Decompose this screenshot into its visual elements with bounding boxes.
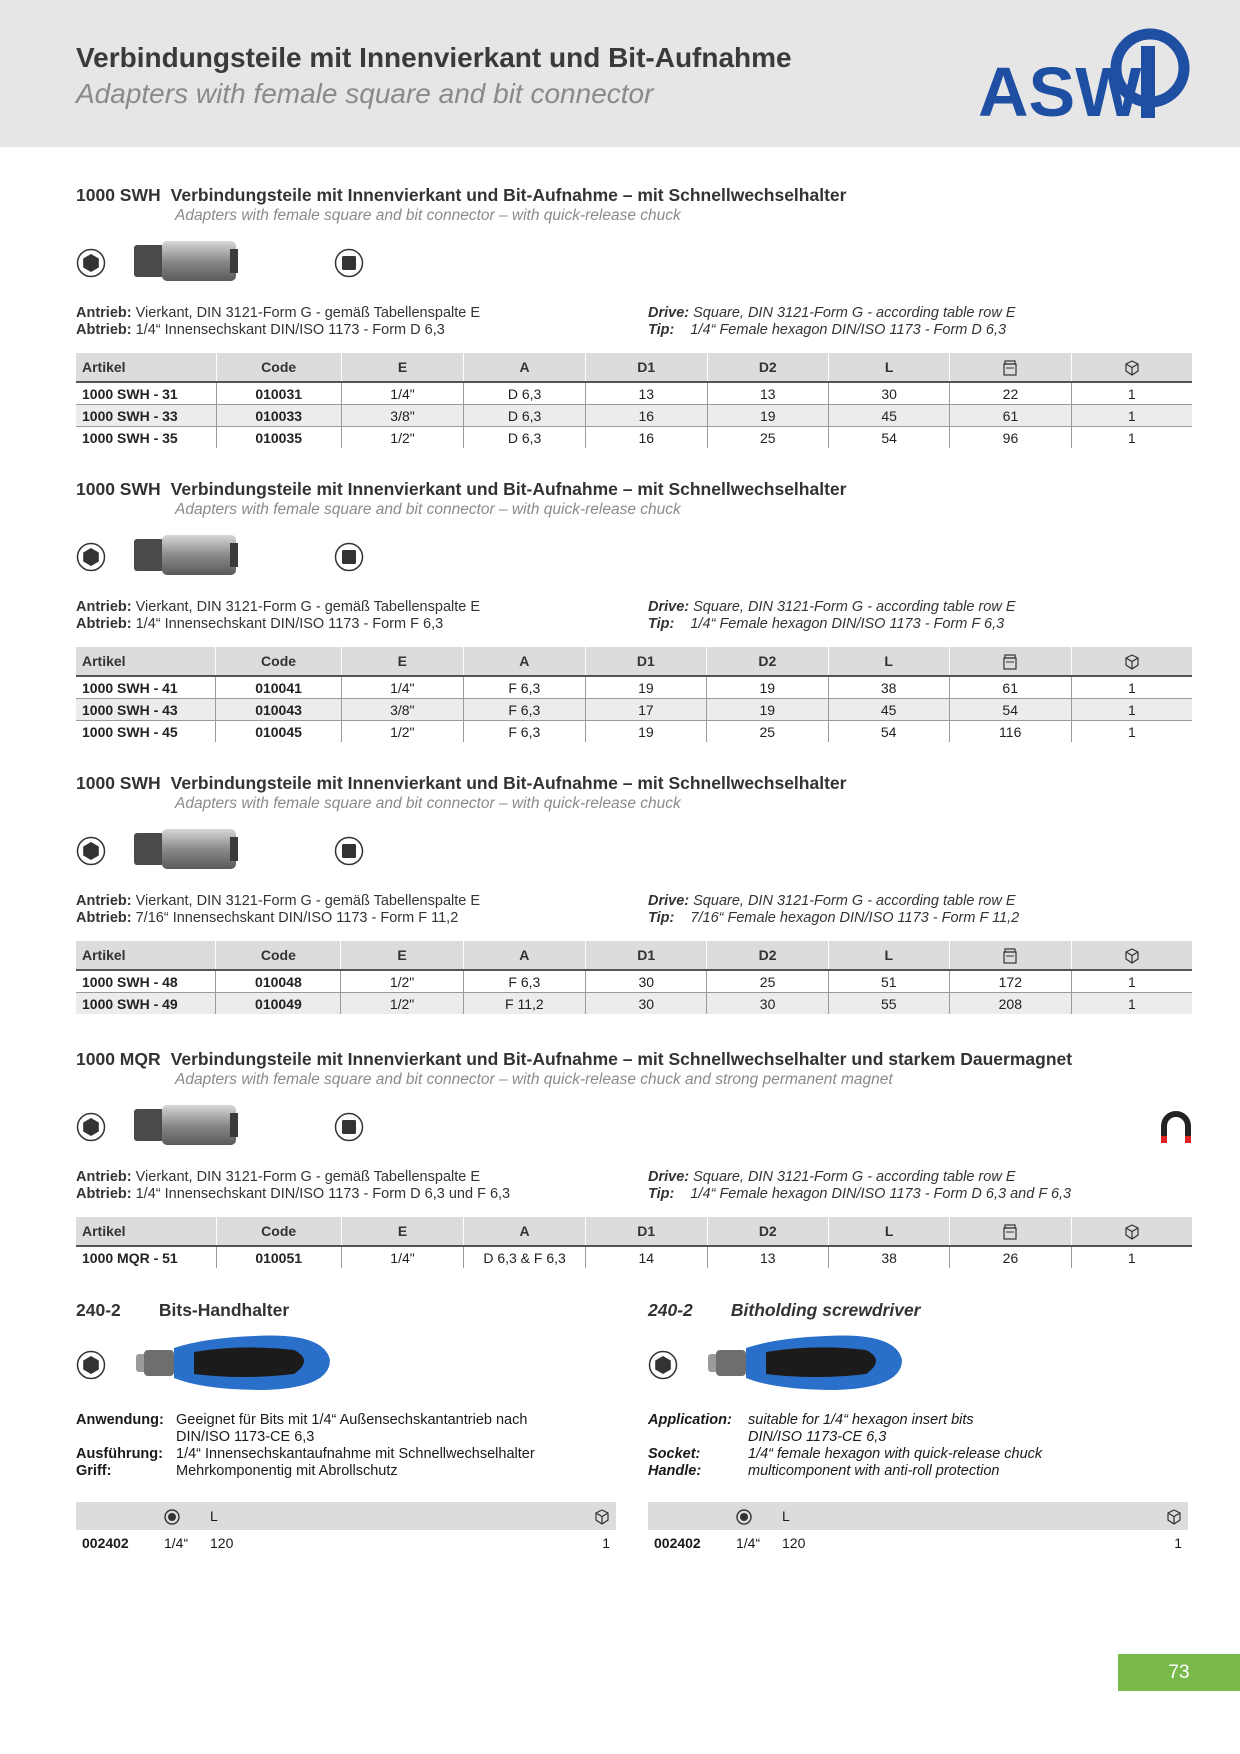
square-socket-icon (334, 248, 364, 278)
square-socket-icon (334, 1112, 364, 1142)
table-cell: 1/2" (341, 721, 463, 743)
bits-desc-row: DIN/ISO 1173-CE 6,3 (748, 1429, 887, 1445)
table-cell: D 6,3 (464, 427, 586, 449)
table-cell: 26 (950, 1246, 1071, 1268)
col-l: L (776, 1502, 1006, 1530)
table-cell: 17 (585, 699, 706, 721)
product-section (76, 773, 1192, 1014)
bits-code: 240-2 (76, 1300, 121, 1320)
table-cell: F 6,3 (463, 699, 585, 721)
product-table (76, 353, 1192, 448)
table-cell: 19 (585, 721, 706, 743)
weight-icon (1002, 1224, 1018, 1240)
square-socket-icon (334, 542, 364, 572)
section-title: Verbindungsteile mit Innenvierkant und Bit-Aufnahme – mit Schnellwechselhalter (170, 773, 847, 793)
page-subtitle: Adapters with female square and bit connector (76, 78, 654, 109)
col-header: Artikel (76, 1217, 216, 1246)
section-code: 1000 SWH (76, 479, 161, 499)
table-cell: 1000 SWH - 45 (76, 721, 216, 743)
col-header: D2 (707, 941, 828, 970)
col-header: Artikel (76, 647, 216, 676)
table-cell: D 6,3 & F 6,3 (464, 1246, 586, 1268)
table-cell: 1000 SWH - 35 (76, 427, 216, 449)
table-cell: 010051 (216, 1246, 341, 1268)
desc-de: Antrieb: Vierkant, DIN 3121-Form G - gemäß Tabellenspalte E Abtrieb: 1/4“ Innensechskant DIN/ISO 1173 - Form F 6,3 (76, 599, 481, 632)
magnet-icon (1160, 1110, 1192, 1144)
table-cell: 54 (829, 427, 950, 449)
table-cell: 1 (1071, 1246, 1192, 1268)
desc-de: Antrieb: Vierkant, DIN 3121-Form G - gemäß Tabellenspalte E Abtrieb: 7/16“ Innensechskant DIN/ISO 1173 - Form F 11,2 (76, 893, 481, 926)
col-header: D2 (707, 353, 829, 382)
table-cell: D 6,3 (464, 405, 586, 427)
table-cell: 38 (829, 1246, 950, 1268)
table-cell: 61 (949, 676, 1071, 699)
col-header: E (341, 941, 463, 970)
table-cell: 3/8" (341, 405, 463, 427)
hex-socket-icon (76, 1112, 106, 1142)
col-header: D1 (585, 353, 707, 382)
table-cell: 1 (1071, 721, 1192, 743)
col-header: Code (216, 647, 341, 676)
table-cell: 25 (707, 970, 828, 993)
table-cell: 010049 (216, 993, 341, 1015)
col-header: Code (216, 1217, 341, 1246)
hex-socket-icon (76, 248, 106, 278)
page-header (0, 0, 1240, 147)
adapter-photo (134, 531, 240, 577)
section-code: 1000 MQR (76, 1049, 161, 1069)
table-cell: 45 (828, 699, 949, 721)
table-cell: 1 (1071, 970, 1192, 993)
table-cell: 1/2" (341, 970, 463, 993)
table-cell: 1/2" (341, 993, 463, 1015)
desc-en: Drive: Square, DIN 3121-Form G - according table row E Tip: 1/4“ Female hexagon DIN/ISO 1173 - Form D 6,3 (648, 305, 1016, 338)
bits-size-cell: 1/4“ (164, 1535, 189, 1551)
col-header: Artikel (76, 941, 216, 970)
table-cell: 1000 SWH - 48 (76, 970, 216, 993)
square-socket-icon (334, 836, 364, 866)
table-cell: 1000 SWH - 49 (76, 993, 216, 1015)
bits-desc-row: Handle: multicomponent with anti-roll protection (648, 1463, 1000, 1479)
package-icon (1124, 948, 1140, 964)
col-l: L (204, 1502, 434, 1530)
col-header: Code (216, 941, 341, 970)
col-header: D1 (585, 1217, 707, 1246)
table-cell: 010031 (216, 382, 341, 405)
product-section (76, 1049, 1192, 1268)
bits-code: 240-2 (648, 1300, 693, 1320)
radio-icon (164, 1509, 180, 1525)
section-title: Verbindungsteile mit Innenvierkant und Bit-Aufnahme – mit Schnellwechselhalter und starkem Dauermagnet (170, 1049, 1073, 1069)
desc-en: Drive: Square, DIN 3121-Form G - according table row E Tip: 7/16“ Female hexagon DIN/ISO 1173 - Form F 11,2 (648, 893, 1020, 926)
table-cell: F 6,3 (463, 676, 585, 699)
product-section (76, 185, 1192, 448)
section-subtitle: Adapters with female square and bit connector – with quick-release chuck (175, 501, 681, 518)
weight-icon (1002, 654, 1018, 670)
table-cell: 172 (949, 970, 1071, 993)
table-cell: 116 (949, 721, 1071, 743)
table-cell: 1 (1071, 676, 1192, 699)
product-table (76, 647, 1192, 742)
section-title: Verbindungsteile mit Innenvierkant und Bit-Aufnahme – mit Schnellwechselhalter (170, 479, 847, 499)
section-subtitle: Adapters with female square and bit connector – with quick-release chuck and strong permanent magnet (175, 1071, 893, 1088)
table-cell: 54 (828, 721, 949, 743)
bits-title: Bitholding screwdriver (730, 1300, 921, 1320)
desc-en: Drive: Square, DIN 3121-Form G - according table row E Tip: 1/4“ Female hexagon DIN/ISO 1173 - Form D 6,3 and F 6,3 (648, 1169, 1072, 1202)
table-cell: 25 (707, 427, 829, 449)
table-cell: 1/4" (341, 1246, 463, 1268)
table-cell: 1/2" (341, 427, 463, 449)
adapter-photo (134, 825, 240, 871)
table-cell: 30 (586, 993, 707, 1015)
table-cell: 19 (707, 405, 829, 427)
product-table (76, 941, 1192, 1014)
table-cell: 13 (707, 1246, 829, 1268)
col-header: L (829, 1217, 950, 1246)
table-cell: 38 (828, 676, 949, 699)
table-cell: 16 (585, 405, 707, 427)
package-icon (1124, 654, 1140, 670)
table-cell: 1 (1071, 382, 1192, 405)
col-header: A (463, 941, 585, 970)
page-number: 73 (1118, 1654, 1240, 1691)
table-cell: 30 (707, 993, 828, 1015)
table-row (76, 970, 1192, 993)
section-subtitle: Adapters with female square and bit connector – with quick-release chuck (175, 795, 681, 812)
screwdriver-photo (134, 1330, 334, 1394)
table-cell: 010041 (216, 676, 341, 699)
table-cell: 1/4" (341, 676, 463, 699)
table-cell: 25 (707, 721, 828, 743)
radio-icon (736, 1509, 752, 1525)
table-cell: 010045 (216, 721, 341, 743)
section-title: Verbindungsteile mit Innenvierkant und Bit-Aufnahme – mit Schnellwechselhalter (170, 185, 847, 205)
table-cell: 19 (707, 699, 828, 721)
table-cell: 208 (949, 993, 1071, 1015)
table-cell: 54 (949, 699, 1071, 721)
table-cell: 55 (828, 993, 949, 1015)
col-header: E (341, 1217, 463, 1246)
table-cell: 45 (829, 405, 950, 427)
product-section (76, 479, 1192, 742)
table-cell: 13 (585, 382, 707, 405)
table-cell: 1/4" (341, 382, 463, 405)
weight-icon (1002, 948, 1018, 964)
bits-desc-row: Anwendung: Geeignet für Bits mit 1/4“ Außensechskantantrieb nach (76, 1412, 528, 1428)
bits-length-cell: 120 (782, 1535, 806, 1551)
table-cell: 1 (1071, 427, 1192, 449)
bits-title: Bits-Handhalter (158, 1300, 290, 1320)
col-header: A (464, 353, 586, 382)
bits-qty-cell: 1 (1174, 1535, 1182, 1551)
table-cell: F 6,3 (463, 970, 585, 993)
col-header: Code (216, 353, 341, 382)
table-row (76, 382, 1192, 405)
table-cell: 1000 MQR - 51 (76, 1246, 216, 1268)
col-header: D2 (707, 1217, 829, 1246)
bits-code-cell: 002402 (82, 1535, 129, 1551)
table-row (76, 699, 1192, 721)
table-cell: 13 (707, 382, 829, 405)
table-cell: F 11,2 (463, 993, 585, 1015)
bits-qty-cell: 1 (602, 1535, 610, 1551)
col-header: A (464, 1217, 586, 1246)
col-header: L (829, 353, 950, 382)
table-cell: 16 (585, 427, 707, 449)
table-cell: 1000 SWH - 31 (76, 382, 216, 405)
adapter-photo (134, 237, 240, 283)
table-cell: 010033 (216, 405, 341, 427)
table-cell: 30 (829, 382, 950, 405)
bits-desc-row: DIN/ISO 1173-CE 6,3 (176, 1429, 315, 1445)
hex-socket-icon (76, 836, 106, 866)
table-row (76, 721, 1192, 743)
bits-table-de (76, 1502, 616, 1556)
table-cell: F 6,3 (463, 721, 585, 743)
weight-icon (1002, 360, 1018, 376)
table-cell: 1000 SWH - 41 (76, 676, 216, 699)
col-header: A (463, 647, 585, 676)
col-header: D2 (707, 647, 828, 676)
desc-en: Drive: Square, DIN 3121-Form G - according table row E Tip: 1/4“ Female hexagon DIN/ISO 1173 - Form F 6,3 (648, 599, 1016, 632)
table-cell: 30 (586, 970, 707, 993)
table-cell: 51 (828, 970, 949, 993)
bits-size-cell: 1/4“ (736, 1535, 761, 1551)
product-table (76, 1217, 1192, 1268)
table-row (76, 405, 1192, 427)
hex-socket-icon (76, 1350, 106, 1380)
bits-section-de (76, 1300, 616, 1556)
table-cell: 010035 (216, 427, 341, 449)
table-cell: 010043 (216, 699, 341, 721)
table-row (76, 427, 1192, 449)
bits-table-en (648, 1502, 1188, 1556)
table-cell: 010048 (216, 970, 341, 993)
bits-desc-row: Application: suitable for 1/4“ hexagon insert bits (648, 1412, 974, 1428)
col-header: E (341, 353, 463, 382)
table-cell: 1 (1071, 405, 1192, 427)
package-icon (594, 1509, 610, 1525)
package-icon (1124, 1224, 1140, 1240)
desc-de: Antrieb: Vierkant, DIN 3121-Form G - gemäß Tabellenspalte E Abtrieb: 1/4“ Innensechskant DIN/ISO 1173 - Form D 6,3 und F 6,3 (76, 1169, 511, 1202)
bits-code-cell: 002402 (654, 1535, 701, 1551)
section-subtitle: Adapters with female square and bit connector – with quick-release chuck (175, 207, 681, 224)
table-cell: 19 (585, 676, 706, 699)
table-cell: 14 (585, 1246, 707, 1268)
col-header: L (828, 941, 949, 970)
table-cell: 61 (950, 405, 1071, 427)
table-cell: 19 (707, 676, 828, 699)
table-cell: 3/8" (341, 699, 463, 721)
asw-logo (978, 28, 1194, 120)
table-row (76, 676, 1192, 699)
table-cell: 96 (950, 427, 1071, 449)
svg-text:ASW: ASW (978, 53, 1142, 120)
section-code: 1000 SWH (76, 185, 161, 205)
bits-desc-row: Socket: 1/4“ female hexagon with quick-release chuck (648, 1446, 1043, 1462)
screwdriver-photo (706, 1330, 906, 1394)
desc-de: Antrieb: Vierkant, DIN 3121-Form G - gemäß Tabellenspalte E Abtrieb: 1/4“ Innensechskant DIN/ISO 1173 - Form D 6,3 (76, 305, 481, 338)
table-cell: 1 (1071, 993, 1192, 1015)
col-header: D1 (585, 647, 706, 676)
table-row (76, 1246, 1192, 1268)
col-header: L (828, 647, 949, 676)
table-cell: 1000 SWH - 33 (76, 405, 216, 427)
bits-length-cell: 120 (210, 1535, 234, 1551)
page-title: Verbindungsteile mit Innenvierkant und Bit-Aufnahme (76, 42, 792, 73)
bits-desc-row: Ausführung: 1/4“ Innensechskantaufnahme mit Schnellwechselhalter (76, 1446, 535, 1462)
hex-socket-icon (76, 542, 106, 572)
bits-desc-row: Griff: Mehrkomponentig mit Abrollschutz (76, 1463, 398, 1479)
section-code: 1000 SWH (76, 773, 161, 793)
col-header: Artikel (76, 353, 216, 382)
package-icon (1166, 1509, 1182, 1525)
col-header: E (341, 647, 463, 676)
table-cell: 1000 SWH - 43 (76, 699, 216, 721)
table-cell: 1 (1071, 699, 1192, 721)
package-icon (1124, 360, 1140, 376)
table-cell: D 6,3 (464, 382, 586, 405)
col-header: D1 (586, 941, 707, 970)
table-cell: 22 (950, 382, 1071, 405)
hex-socket-icon (648, 1350, 678, 1380)
bits-section-en (648, 1300, 1188, 1556)
table-row (76, 993, 1192, 1015)
adapter-photo (134, 1101, 240, 1147)
